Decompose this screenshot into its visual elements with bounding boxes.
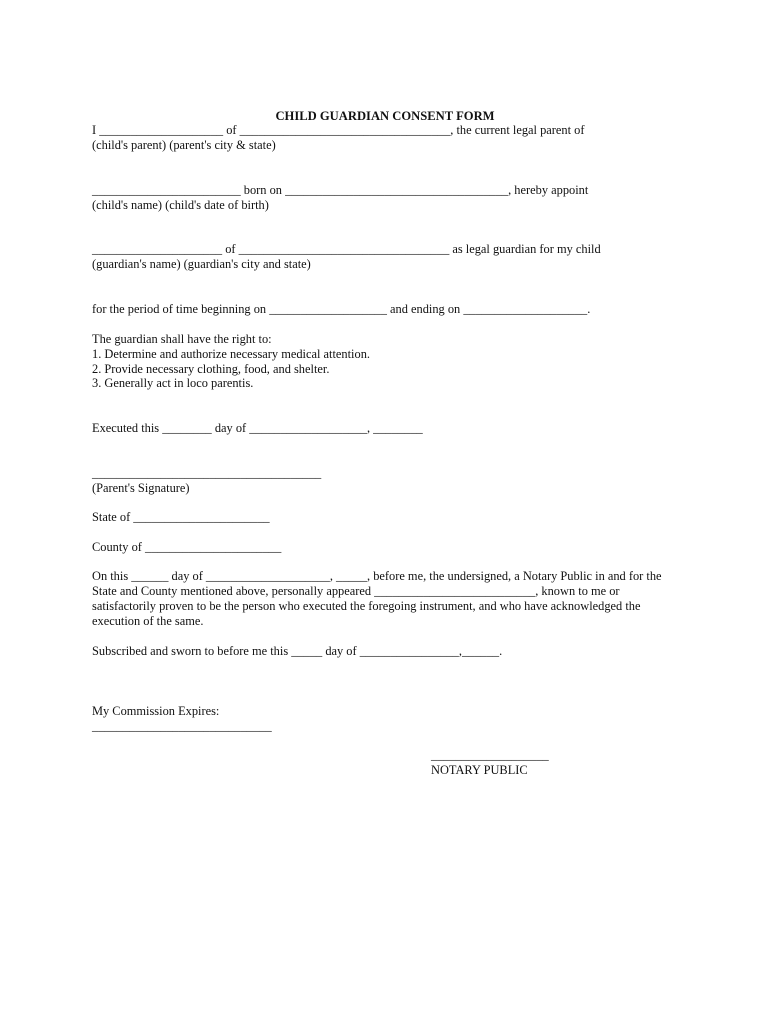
child-line: ________________________ born on ____________________________________, hereby appoint — [92, 183, 589, 197]
notary-paragraph — [92, 569, 682, 629]
parent-line: I ____________________ of __________________________________, the current legal parent of — [92, 123, 585, 137]
child-caption: (child's name) (child's date of birth) — [92, 198, 269, 212]
notary-paragraph-line-2: State and County mentioned above, personally appeared __________________________, known to me or — [92, 584, 620, 598]
rights-item-1: 1. Determine and authorize necessary medical attention. — [92, 347, 370, 361]
state-line: State of ______________________ — [92, 510, 270, 524]
notary-paragraph-line-1: On this ______ day of ____________________, _____, before me, the undersigned, a Notary Public in and for the — [92, 569, 662, 583]
notary-public-label: NOTARY PUBLIC — [431, 763, 528, 777]
guardian-line: _____________________ of __________________________________ as legal guardian for my child — [92, 242, 601, 256]
guardian-caption: (guardian's name) (guardian's city and state) — [92, 257, 311, 271]
signature-line: _____________________________________ — [92, 466, 322, 480]
parent-caption: (child's parent) (parent's city & state) — [92, 138, 276, 152]
rights-item-2: 2. Provide necessary clothing, food, and shelter. — [92, 362, 330, 376]
notary-signature-line: ___________________ — [431, 748, 549, 762]
county-line: County of ______________________ — [92, 540, 282, 554]
notary-paragraph-line-3: satisfactorily proven to be the person who executed the foregoing instrument, and who have acknowledged the — [92, 599, 641, 613]
form-title: CHILD GUARDIAN CONSENT FORM — [275, 109, 495, 123]
commission-label: My Commission Expires: — [92, 704, 220, 718]
rights-heading: The guardian shall have the right to: — [92, 332, 272, 346]
signature-caption: (Parent's Signature) — [92, 481, 190, 495]
subscribed-line: Subscribed and sworn to before me this _____ day of ________________,______. — [92, 644, 503, 658]
period-line: for the period of time beginning on ___________________ and ending on ____________________. — [92, 302, 591, 316]
rights-item-3: 3. Generally act in loco parentis. — [92, 376, 254, 390]
notary-paragraph-line-4: execution of the same. — [92, 614, 204, 628]
executed-line: Executed this ________ day of ___________________, ________ — [92, 421, 423, 435]
commission-line: _____________________________ — [92, 719, 272, 733]
